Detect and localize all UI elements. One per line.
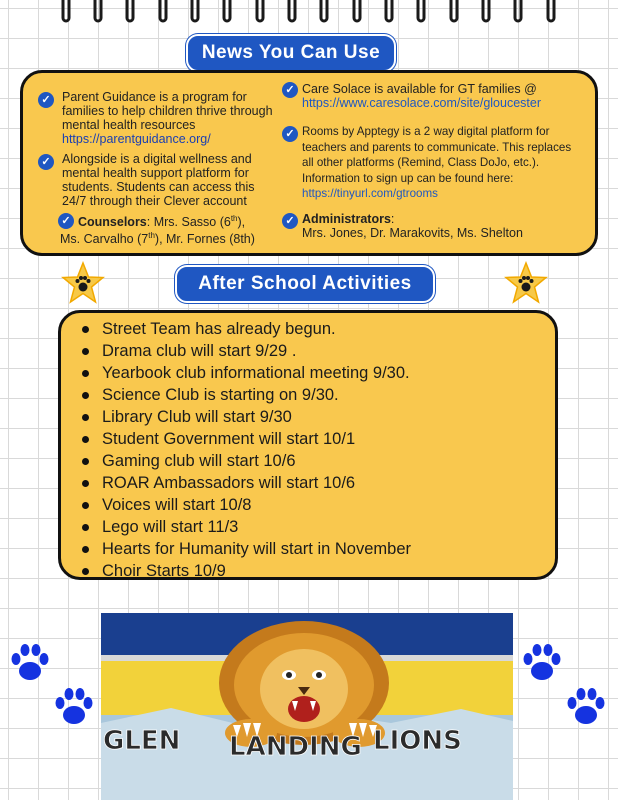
administrators-colon: :: [390, 212, 395, 226]
check-circle-icon: ✓: [282, 213, 298, 229]
counselors-item: [60, 212, 290, 246]
spiral-binding: [0, 0, 618, 26]
administrators-names: Mrs. Jones, Dr. Marakovits, Ms. Shelton: [302, 226, 523, 240]
activity-list: [80, 318, 411, 582]
lion-mural-image: [101, 613, 513, 800]
activity-item: Drama club will start 9/29 .: [80, 340, 411, 362]
mural-word-lions: LIONS: [373, 726, 462, 756]
rooms-apptegy-item: [282, 124, 582, 202]
check-circle-icon: ✓: [38, 154, 54, 170]
activity-item: Yearbook club informational meeting 9/30.: [80, 362, 411, 384]
activity-item: Student Government will start 10/1: [80, 428, 411, 450]
check-circle-icon: ✓: [58, 213, 74, 229]
paw-print-icon: [6, 638, 54, 686]
administrators-label: Administrators: [302, 212, 391, 226]
rooms-link[interactable]: https://tinyurl.com/gtrooms: [302, 187, 438, 200]
activity-item: Street Team has already begun.: [80, 318, 411, 340]
counselors-text-b: ),: [237, 215, 246, 230]
counselors-text-c: Ms. Carvalho (7: [60, 232, 149, 247]
activity-item: Voices will start 10/8: [80, 494, 411, 516]
counselors-text-d: ), Mr. Fornes (8th): [154, 232, 255, 247]
paw-print-icon: [562, 682, 610, 730]
activity-item: Gaming club will start 10/6: [80, 450, 411, 472]
activity-item: Lego will start 11/3: [80, 516, 411, 538]
activity-item: Choir Starts 10/9: [80, 560, 411, 582]
activity-item: Hearts for Humanity will start in November: [80, 538, 411, 560]
paw-print-icon: [50, 682, 98, 730]
administrators-item: [282, 212, 582, 240]
check-circle-icon: ✓: [282, 126, 298, 142]
counselors-sup-a: th: [230, 214, 238, 223]
star-paw-icon: [504, 261, 548, 305]
care-solace-text: Care Solace is available for GT families @: [302, 82, 537, 96]
rooms-text: Rooms by Apptegy is a 2 way digital platform for teachers and parents to communicate. This replaces all other platforms (Remind, Class DoJo, etc.). Information to sign up can be found here:: [302, 125, 572, 185]
news-title: News You Can Use: [186, 34, 396, 72]
activity-item: ROAR Ambassadors will start 10/6: [80, 472, 411, 494]
parent-guidance-text: Parent Guidance is a program for families to help children thrive through mental health resources: [62, 90, 273, 132]
check-circle-icon: ✓: [282, 82, 298, 98]
lion-mural-drawing: [101, 613, 513, 800]
care-solace-item: [282, 82, 582, 110]
mural-word-glen: GLEN: [103, 726, 181, 756]
alongside-item: [40, 152, 280, 208]
counselors-sup-b: th: [148, 231, 155, 241]
star-paw-icon: [61, 261, 105, 305]
after-school-title: After School Activities: [175, 265, 435, 303]
care-solace-link[interactable]: https://www.caresolace.com/site/gloucester: [302, 96, 541, 110]
paw-print-icon: [518, 638, 566, 686]
parent-guidance-item: [40, 90, 280, 146]
alongside-text: Alongside is a digital wellness and mental health support platform for students. Students can access this 24/7 through their Clever account: [62, 152, 255, 208]
counselors-text-a: : Mrs. Sasso (6: [146, 215, 231, 230]
activity-item: Science Club is starting on 9/30.: [80, 384, 411, 406]
activity-item: Library Club will start 9/30: [80, 406, 411, 428]
counselors-label: Counselors: [78, 215, 147, 230]
parent-guidance-link[interactable]: https://parentguidance.org/: [62, 132, 211, 146]
check-circle-icon: ✓: [38, 92, 54, 108]
mural-word-landing: LANDING: [229, 732, 362, 762]
